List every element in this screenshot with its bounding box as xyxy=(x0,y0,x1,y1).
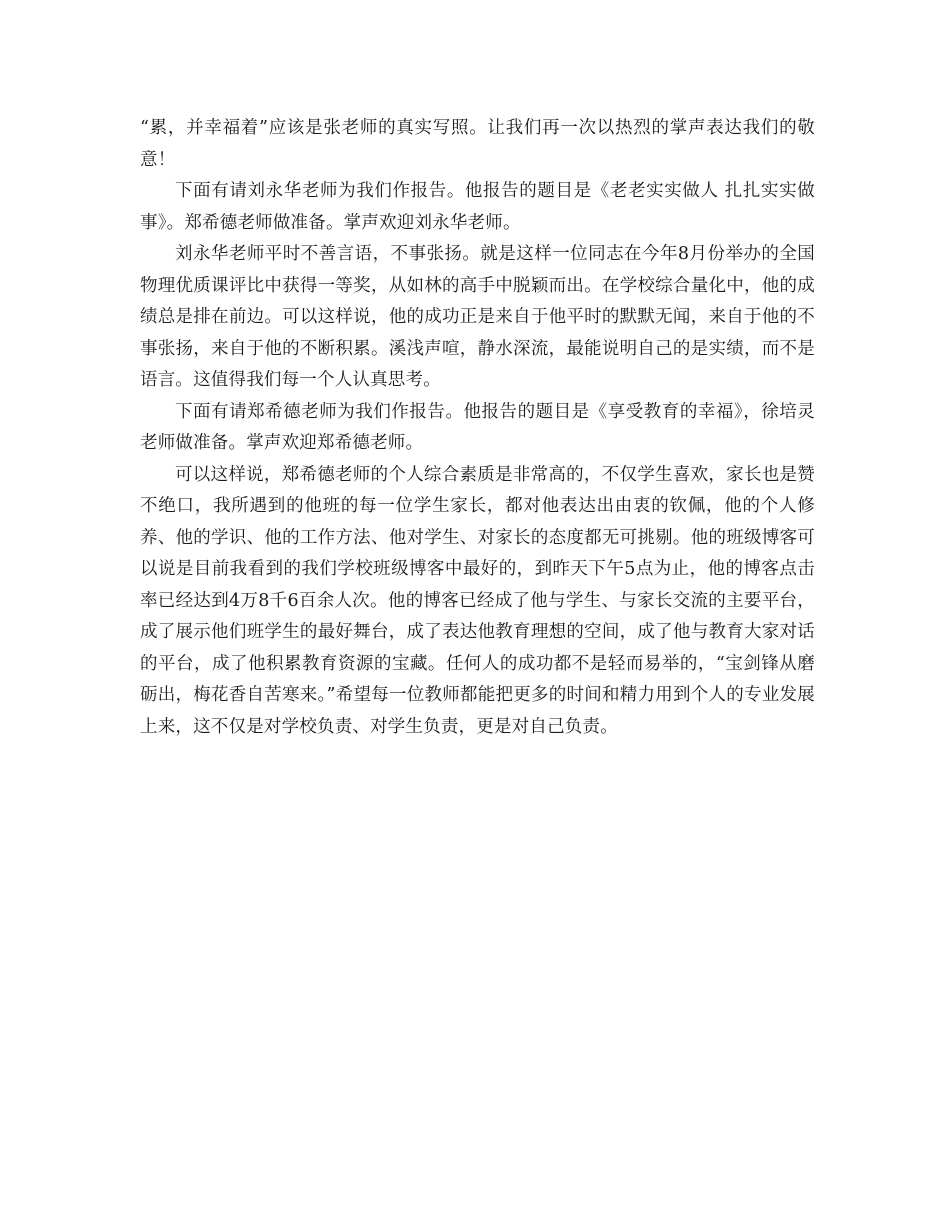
paragraph-zheng-achievements: 可以这样说，郑希德老师的个人综合素质是非常高的，不仅学生喜欢，家长也是赞不绝口，我所遇到的他班的每一位学生家长，都对他表达出由衷的钦佩，他的个人修养、他的学识、他的工作方法、他对学生、对家长的态度都无可挑剔。他的班级博客可以说是目前我看到的我们学校班级博客中最好的，到昨天下午5点为止，他的博客点击率已经达到4万8千6百余人次。他的博客已经成了他与学生、与家长交流的主要平台，成了展示他们班学生的最好舞台，成了表达他教育理想的空间，成了他与教育大家对话的平台，成了他积累教育资源的宝藏。任何人的成功都不是轻而易举的，“宝剑锋从磨砺出，梅花香自苦寒来。”希望每一位教师都能把更多的时间和精力用到个人的专业发展上来，这不仅是对学校负责、对学生负责，更是对自己负责。 xyxy=(140,464,815,737)
paragraph-introduce-zheng: 下面有请郑希德老师为我们作报告。他报告的题目是《享受教育的幸福》，徐培灵老师做准备。掌声欢迎郑希德老师。 xyxy=(140,401,815,453)
paragraph-closing-applause: “累，并幸福着”应该是张老师的真实写照。让我们再一次以热烈的掌声表达我们的敬意！ xyxy=(140,118,815,170)
paragraph-liu-achievements: 刘永华老师平时不善言语，不事张扬。就是这样一位同志在今年8月份举办的全国物理优质课评比中获得一等奖，从如林的高手中脱颖而出。在学校综合量化中，他的成绩总是排在前边。可以这样说，他的成功正是来自于他平时的默默无闻，来自于他的不事张扬，来自于他的不断积累。溪浅声喧，静水深流，最能说明自己的是实绩，而不是语言。这值得我们每一个人认真思考。 xyxy=(140,244,815,390)
paragraph-introduce-liu: 下面有请刘永华老师为我们作报告。他报告的题目是《老老实实做人 扎扎实实做事》。郑希德老师做准备。掌声欢迎刘永华老师。 xyxy=(140,181,815,233)
document-body xyxy=(140,113,815,743)
